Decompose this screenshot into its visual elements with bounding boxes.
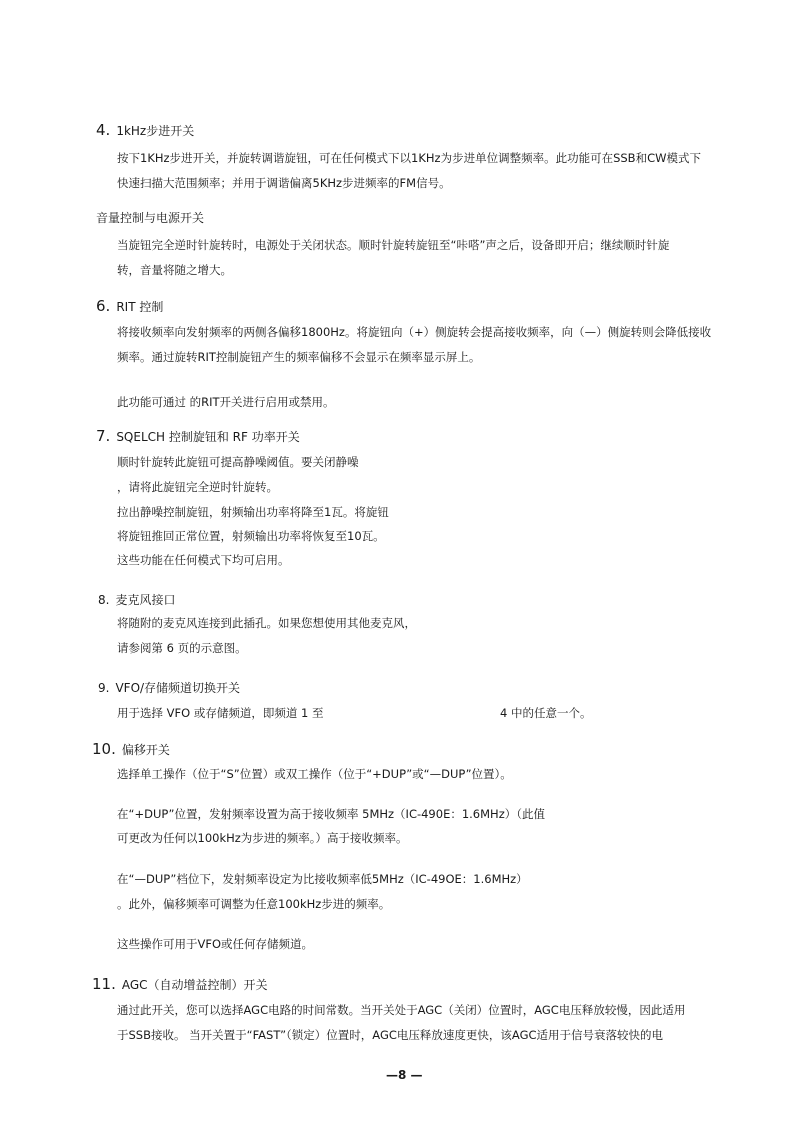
section-10-line-4: 在“—DUP”档位下，发射频率设定为比接收频率低5MHz（IC-49OE：1.6MHz）: [117, 872, 528, 886]
section-10-line-3: 可更改为任何以100kHz为步进的频率。）高于接收频率。: [117, 831, 408, 845]
section-4-line-2: 快速扫描大范围频率；并用于调谐偏离5KHz步进频率的FM信号。: [117, 176, 451, 190]
section-11-line-1: 通过此开关，您可以选择AGC电路的时间常数。当开关处于AGC（关闭）位置时，AGC电压释放较慢，因此适用: [117, 1003, 686, 1017]
section-6-number: 6.: [96, 297, 111, 315]
section-10-number: 10.: [92, 740, 116, 758]
section-7-heading: [96, 428, 300, 445]
section-7-line-5: 这些功能在任何模式下均可启用。: [117, 553, 290, 567]
section-10-heading: [92, 741, 170, 758]
section-8-line-2: 请参阅第 6 页的示意图。: [117, 641, 247, 655]
section-4-heading: [96, 122, 194, 139]
section-9-title: VFO/存储频道切换开关: [115, 681, 241, 695]
section-11-heading: [92, 976, 268, 993]
section-5-line-1: 当旋钮完全逆时针旋转时，电源处于关闭状态。顺时针旋转旋钮至“咔嗒”声之后，设备即开启；继续顺时针旋: [117, 238, 670, 252]
section-5-title: 音量控制与电源开关: [96, 211, 205, 225]
section-7-line-4: 将旋钮推回正常位置，射频输出功率将恢复至10瓦。: [117, 529, 385, 543]
page-number: —8 —: [386, 1068, 423, 1082]
section-6-line-2: 频率。通过旋转RIT控制旋钮产生的频率偏移不会显示在频率显示屏上。: [117, 350, 481, 364]
section-4-line-1: 按下1KHz步进开关，并旋转调谐旋钮，可在任何模式下以1KHz为步进单位调整频率。此功能可在SSB和CW模式下: [117, 151, 701, 165]
section-7-line-2: ，请将此旋钮完全逆时针旋转。: [117, 480, 278, 494]
section-5-line-2: 转，音量将随之增大。: [117, 263, 232, 277]
section-7-line-3: 拉出静噪控制旋钮，射频输出功率将降至1瓦。将旋钮: [117, 505, 389, 519]
section-6-title: RIT 控制: [116, 300, 164, 314]
section-4-title: 1kHz步进开关: [116, 124, 195, 138]
section-9-number: 9.: [98, 681, 110, 695]
section-6-heading: [96, 298, 163, 315]
section-10-title: 偏移开关: [121, 743, 170, 757]
section-10-line-1: 选择单工操作（位于“S”位置）或双工操作（位于“+DUP”或“—DUP”位置）。: [117, 767, 512, 781]
section-11-title: AGC（自动增益控制）开关: [121, 978, 268, 992]
section-8-line-1: 将随附的麦克风连接到此插孔。如果您想使用其他麦克风，: [117, 616, 416, 630]
section-8-heading: [98, 592, 175, 608]
section-9-heading: [98, 680, 240, 696]
section-10-line-6: 这些操作可用于VFO或任何存储频道。: [117, 937, 314, 951]
section-11-number: 11.: [92, 975, 116, 993]
section-11-line-2: 于SSB接收。 当开关置于“FAST”（锁定）位置时，AGC电压释放速度更快，该AGC适用于信号衰落较快的电: [117, 1028, 664, 1042]
section-9-line-a: 用于选择 VFO 或存储频道，即频道 1 至: [117, 706, 324, 720]
section-10-line-2: 在“+DUP”位置，发射频率设置为高于接收频率 5MHz（IC-490E：1.6MHz）（此值: [117, 807, 545, 821]
section-8-number: 8.: [98, 593, 110, 607]
section-7-line-1: 顺时针旋转此旋钮可提高静噪阈值。要关闭静噪: [117, 455, 359, 469]
section-6-line-3: 此功能可通过 的RIT开关进行启用或禁用。: [117, 395, 335, 409]
section-7-title: SQELCH 控制旋钮和 RF 功率开关: [116, 430, 300, 444]
section-6-line-1: 将接收频率向发射频率的两侧各偏移1800Hz。将旋钮向（+）侧旋转会提高接收频率，向（—）侧旋转则会降低接收: [117, 325, 712, 339]
section-9-line-b: 4 中的任意一个。: [500, 706, 592, 720]
section-7-number: 7.: [96, 427, 111, 445]
section-10-line-5: 。此外，偏移频率可调整为任意100kHz步进的频率。: [117, 897, 391, 911]
section-4-number: 4.: [96, 121, 111, 139]
section-8-title: 麦克风接口: [115, 593, 176, 607]
